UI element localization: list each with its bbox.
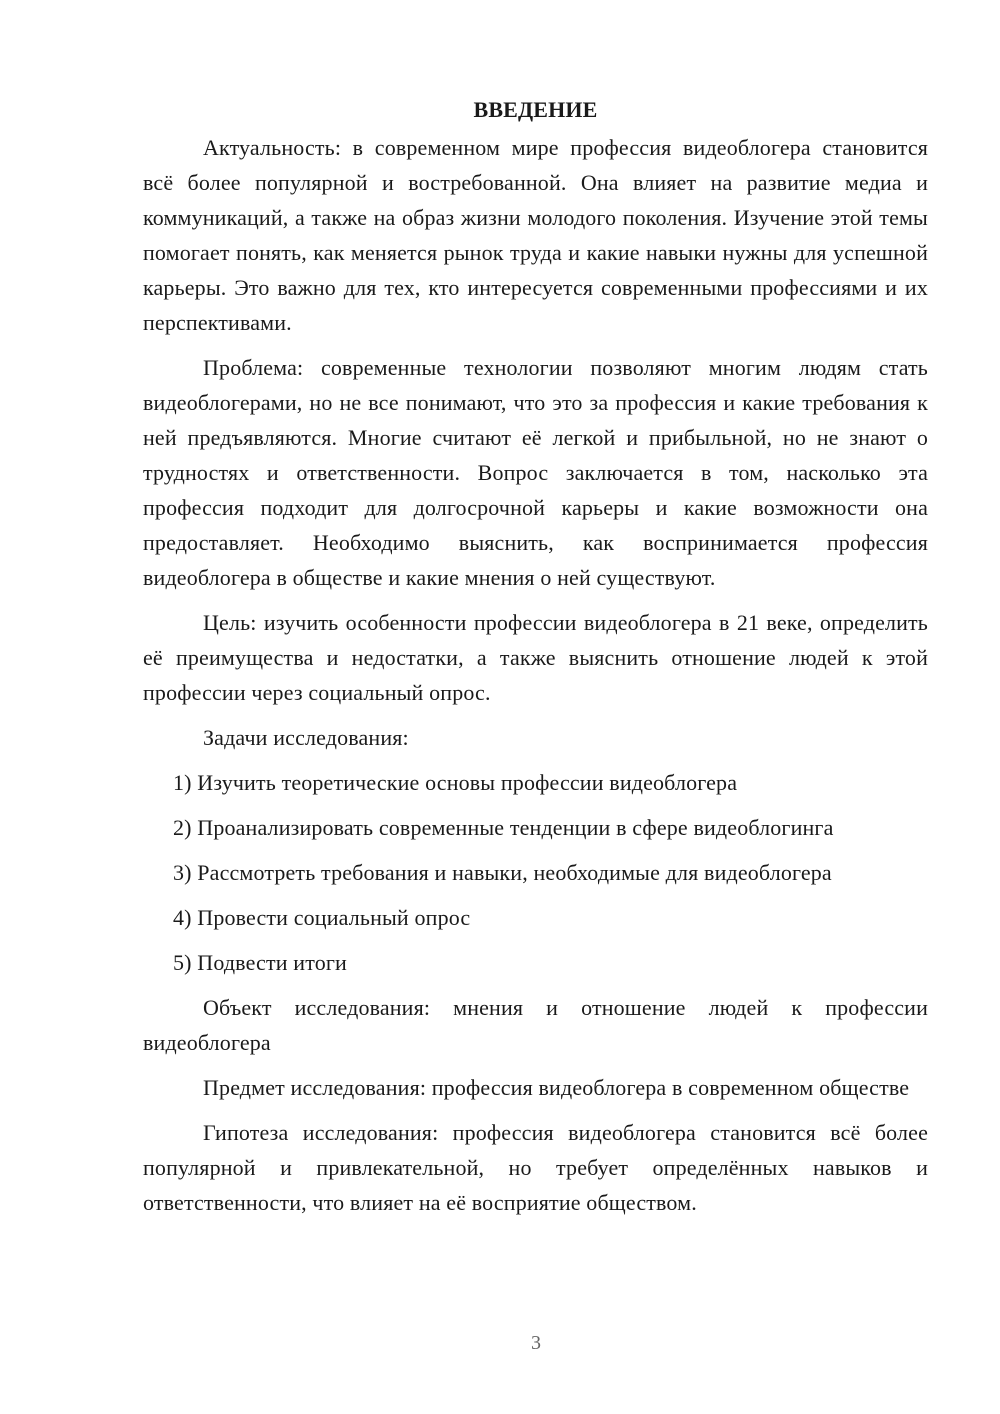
task-item-3: 3) Рассмотреть требования и навыки, необходимые для видеоблогера [173, 860, 832, 885]
paragraph-relevance: Актуальность: в современном мире профессия видеоблогера становится всё более популярной и востребованной. Она влияет на развитие медиа и коммуникаций, а также на образ жизни молодого поколения. Изучение этой темы помогает понять, как меняется рынок труда и какие навыки нужны для успешной карьеры. Это важно для тех, кто интересуется современными профессиями и их перспективами. [143, 135, 928, 335]
paragraph-object: Объект исследования: мнения и отношение людей к профессии видеоблогера [143, 995, 928, 1055]
paragraph-problem: Проблема: современные технологии позволяют многим людям стать видеоблогерами, но не все понимают, что это за профессия и какие требования к ней предъявляются. Многие считают её легкой и прибыльной, но не знают о трудностях и ответственности. Вопрос заключается в том, насколько эта профессия подходит для долгосрочной карьеры и какие возможности она предоставляет. Необходимо выяснить, как воспринимается профессия видеоблогера в обществе и какие мнения о ней существуют. [143, 355, 928, 590]
paragraph-hypothesis: Гипотеза исследования: профессия видеоблогера становится всё более популярной и привлекательной, но требует определённых навыков и ответственности, что влияет на её восприятие обществом. [143, 1120, 928, 1215]
page-number: 3 [531, 1332, 541, 1354]
task-item-4: 4) Провести социальный опрос [173, 905, 471, 930]
task-item-5: 5) Подвести итоги [173, 950, 347, 975]
tasks-heading: Задачи исследования: [203, 725, 409, 750]
task-item-1: 1) Изучить теоретические основы профессии видеоблогера [173, 770, 738, 795]
paragraph-goal: Цель: изучить особенности профессии видеоблогера в 21 веке, определить её преимущества и недостатки, а также выяснить отношение людей к этой профессии через социальный опрос. [143, 610, 928, 705]
section-title: ВВЕДЕНИЕ [473, 97, 598, 122]
paragraph-subject: Предмет исследования: профессия видеоблогера в современном обществе [203, 1075, 910, 1100]
task-item-2: 2) Проанализировать современные тенденции в сфере видеоблогинга [173, 815, 834, 840]
document-page [143, 92, 928, 1230]
